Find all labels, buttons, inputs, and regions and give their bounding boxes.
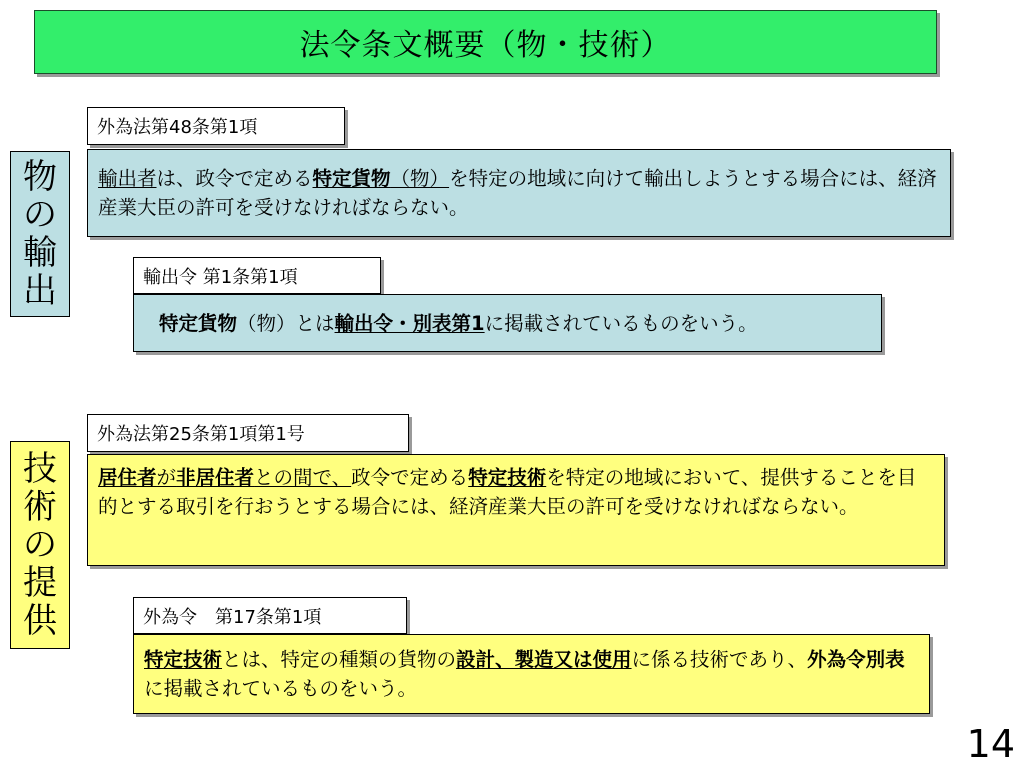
- goods-order-label: 輸出令 第1条第1項: [133, 257, 381, 294]
- goods-side-char-1: 物: [23, 157, 57, 197]
- goods-export-side-label: [10, 151, 70, 317]
- tech-order-label: 外為令 第17条第1項: [133, 597, 407, 634]
- goods-law-text: [87, 149, 951, 237]
- tech-side-char-1: 技: [23, 449, 57, 489]
- specified-goods-term: 特定貨物: [159, 312, 238, 335]
- specified-goods-term: 特定貨物: [312, 167, 391, 190]
- goods-paren-term: （物）: [390, 167, 450, 190]
- specified-technology-term: 特定技術: [144, 648, 223, 671]
- specified-technology-term: 特定技術: [468, 466, 547, 489]
- goods-law-text-part: を特定の地域に向けて輸出しようとする場合には、経済産業大臣の許可を受けなければならない。: [98, 167, 937, 219]
- goods-side-char-3: 輸: [23, 233, 57, 273]
- design-manufacture-use-term: 設計、製造又は使用: [456, 648, 632, 671]
- tech-law-text-part: が: [156, 466, 177, 489]
- tech-provision-side-label: [10, 441, 70, 649]
- export-order-table-term: 輸出令・別表第1: [334, 312, 485, 335]
- goods-order-text-part: （物）とは: [237, 312, 335, 335]
- page-number: 14: [966, 722, 1015, 766]
- tech-side-char-4: 提: [23, 563, 57, 603]
- resident-term: 居住者: [98, 466, 157, 489]
- exporter-term: 輸出者: [98, 167, 157, 190]
- forex-order-table-term: 外為令別表: [807, 648, 905, 671]
- tech-order-text: [133, 634, 930, 714]
- tech-side-char-3: の: [23, 525, 57, 565]
- tech-law-text: [87, 454, 945, 566]
- tech-order-text-part: に係る技術であり、: [631, 648, 808, 671]
- non-resident-term: 非居住者: [176, 466, 255, 489]
- goods-law-label: 外為法第48条第1項: [87, 107, 345, 145]
- goods-side-char-2: の: [23, 195, 57, 235]
- tech-law-text-part: との間で、: [254, 466, 352, 489]
- tech-side-char-5: 供: [23, 601, 57, 641]
- goods-order-text-part: に掲載されているものをいう。: [484, 312, 758, 335]
- tech-order-text-part: に掲載されているものをいう。: [144, 677, 418, 700]
- tech-order-text-part: とは、特定の種類の貨物の: [222, 648, 457, 671]
- goods-law-text-part: は、政令で定める: [156, 167, 313, 190]
- tech-side-char-2: 術: [23, 487, 57, 527]
- tech-law-text-part: 政令で定める: [351, 466, 469, 489]
- page-title: 法令条文概要（物・技術）: [34, 10, 937, 74]
- goods-order-text: [133, 294, 882, 352]
- tech-law-label: 外為法第25条第1項第1号: [87, 414, 409, 452]
- tech-law-text-part: を特定の地域において、提供することを目的とする取引を行おうとする場合には、経済産業大臣の許可を受けなければならない。: [98, 466, 917, 518]
- goods-side-char-4: 出: [23, 271, 57, 311]
